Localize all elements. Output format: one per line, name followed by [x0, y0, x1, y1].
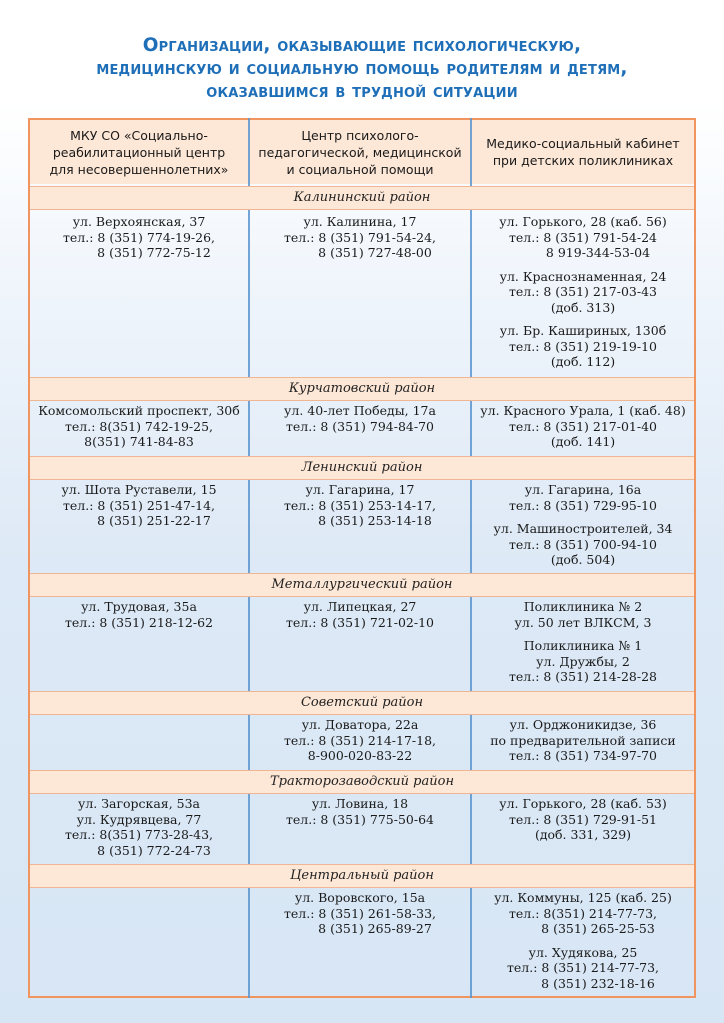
- district-bar: Центральный район: [30, 864, 694, 888]
- address-cell: [30, 403, 248, 450]
- header-rehab-center: [30, 120, 248, 184]
- text-line: 8 (351) 265-89-27: [318, 921, 432, 936]
- text-line: (доб. 504): [550, 552, 616, 567]
- text-line: ул. Красного Урала, 1 (каб. 48): [480, 403, 686, 418]
- header-line: и социальной помощи: [286, 161, 434, 177]
- address-cell: [250, 890, 470, 937]
- text-line: тел.: 8 (351) 721-02-10: [285, 614, 435, 630]
- district-bar: Металлургический район: [30, 573, 694, 597]
- text-line: (доб. 313): [550, 299, 616, 315]
- text-line: 8 (351) 772-24-73: [97, 842, 211, 858]
- text-line: ул. Калинина, 17: [303, 214, 417, 229]
- text-line: 8 919-344-53-04: [545, 245, 651, 260]
- text-line: ул. Загорская, 53а: [77, 796, 200, 811]
- header-line: МКУ СО «Социально-: [70, 127, 208, 143]
- address-cell: [30, 214, 248, 261]
- address-cell: [250, 717, 470, 764]
- text-line: тел.: 8 (351) 217-01-40: [508, 418, 658, 434]
- text-line: Поликлиника № 1: [523, 638, 643, 653]
- text-line: тел.: 8 (351) 774-19-26,: [62, 229, 215, 245]
- text-line: тел.: 8 (351) 791-54-24,: [283, 229, 436, 245]
- text-line: 8 (351) 772-75-12: [97, 245, 211, 260]
- entry-spacer: [472, 937, 694, 945]
- address-cell: [472, 482, 694, 568]
- text-line: ул. Верхоянская, 37: [72, 214, 206, 229]
- text-line: тел.: 8 (351) 214-28-28: [508, 669, 658, 684]
- address-cell: [30, 599, 248, 630]
- title-line: оказавшимся в трудной ситуации: [206, 81, 518, 102]
- address-cell: [472, 717, 694, 764]
- page-title: [0, 34, 724, 103]
- text-line: тел.: 8(351) 742-19-25,: [64, 418, 214, 434]
- text-line: тел.: 8 (351) 729-91-51: [508, 811, 658, 827]
- text-line: 8 (351) 253-14-18: [318, 513, 432, 528]
- district-bar: Ленинский район: [30, 456, 694, 480]
- text-line: тел.: 8 (351) 218-12-62: [64, 614, 214, 630]
- text-line: тел.: 8 (351) 261-58-33,: [283, 905, 436, 921]
- entry-spacer: [472, 261, 694, 269]
- text-line: ул. Худякова, 25: [528, 944, 638, 960]
- text-line: тел.: 8 (351) 734-97-70: [508, 748, 658, 763]
- entry-spacer: [472, 630, 694, 638]
- text-line: тел.: 8 (351) 219-19-10: [508, 338, 658, 354]
- entry-spacer: [472, 513, 694, 521]
- entry-spacer: [472, 315, 694, 323]
- text-line: по предварительной записи: [490, 732, 676, 748]
- header-line: Центр психолого-: [301, 127, 419, 143]
- text-line: тел.: 8 (351) 214-77-73,: [506, 960, 659, 975]
- address-cell: [250, 796, 470, 827]
- address-cell: [250, 403, 470, 434]
- text-line: ул. Машиностроителей, 34: [493, 521, 673, 536]
- district-bar: Курчатовский район: [30, 377, 694, 401]
- text-line: ул. Доватора, 22а: [301, 717, 419, 732]
- header-line: для несовершеннолетних»: [49, 161, 229, 177]
- text-line: тел.: 8 (351) 775-50-64: [285, 811, 435, 827]
- text-line: тел.: 8 (351) 217-03-43: [508, 284, 658, 299]
- text-line: 8-900-020-83-22: [307, 748, 413, 763]
- text-line: ул. Дружбы, 2: [536, 653, 630, 669]
- district-bar: Тракторозаводский район: [30, 770, 694, 794]
- text-line: 8 (351) 727-48-00: [318, 245, 432, 260]
- text-line: тел.: 8(351) 773-28-43,: [64, 827, 214, 842]
- district-bar: Советский район: [30, 691, 694, 715]
- header-psych-center: [250, 120, 470, 184]
- title-line: Организации, оказывающие психологическую,: [142, 35, 582, 56]
- header-line: Медико-социальный кабинет: [486, 136, 680, 151]
- address-cell: [30, 796, 248, 858]
- text-line: 8 (351) 265-25-53: [541, 921, 655, 936]
- address-cell: [472, 796, 694, 843]
- text-line: (доб. 141): [550, 434, 616, 449]
- text-line: 8(351) 741-84-83: [84, 434, 194, 449]
- header-medical-office: [472, 120, 694, 184]
- address-cell: [472, 403, 694, 450]
- text-line: 8 (351) 251-22-17: [97, 513, 211, 528]
- text-line: тел.: 8 (351) 729-95-10: [508, 497, 658, 513]
- header-line: педагогической, медицинской: [258, 144, 462, 160]
- address-cell: [250, 599, 470, 630]
- address-cell: [472, 599, 694, 685]
- text-line: тел.: 8 (351) 700-94-10: [508, 536, 658, 552]
- address-cell: [472, 890, 694, 991]
- text-line: ул. Ловина, 18: [311, 796, 409, 811]
- text-line: тел.: 8 (351) 791-54-24: [508, 229, 658, 245]
- text-line: ул. Трудовая, 35а: [81, 599, 197, 614]
- title-line: медицинскую и социальную помощь родителям и детям,: [96, 58, 628, 79]
- header-line: при детских поликлиниках: [492, 153, 674, 168]
- text-line: ул. Гагарина, 16а: [524, 482, 642, 497]
- text-line: ул. Воровского, 15а: [294, 890, 426, 905]
- text-line: ул. Кудрявцева, 77: [76, 811, 202, 827]
- address-cell: [250, 482, 470, 529]
- text-line: ул. Коммуны, 125 (каб. 25): [494, 890, 672, 905]
- text-line: Комсомольский проспект, 30б: [38, 403, 240, 418]
- text-line: (доб. 112): [550, 354, 616, 369]
- text-line: ул. Орджоникидзе, 36: [509, 717, 657, 732]
- text-line: тел.: 8 (351) 214-17-18,: [283, 732, 436, 748]
- text-line: ул. Горького, 28 (каб. 56): [499, 214, 667, 229]
- text-line: ул. Гагарина, 17: [305, 482, 415, 497]
- address-cell: [250, 214, 470, 261]
- text-line: ул. 40-лет Победы, 17а: [284, 403, 436, 418]
- text-line: ул. Горького, 28 (каб. 53): [499, 796, 667, 811]
- text-line: ул. 50 лет ВЛКСМ, 3: [514, 614, 652, 630]
- text-line: тел.: 8 (351) 251-47-14,: [62, 497, 215, 513]
- text-line: 8 (351) 232-18-16: [541, 975, 655, 991]
- address-cell: [30, 482, 248, 529]
- text-line: тел.: 8 (351) 253-14-17,: [283, 497, 436, 513]
- text-line: ул. Краснознаменная, 24: [499, 268, 667, 284]
- district-bar: Калининский район: [30, 186, 694, 210]
- text-line: ул. Липецкая, 27: [303, 599, 417, 614]
- text-line: Поликлиника № 2: [523, 599, 643, 614]
- header-line: реабилитационный центр: [52, 144, 226, 160]
- text-line: тел.: 8 (351) 794-84-70: [285, 418, 435, 434]
- text-line: (доб. 331, 329): [534, 827, 632, 842]
- text-line: ул. Шота Руставели, 15: [61, 482, 217, 497]
- address-cell: [472, 214, 694, 370]
- text-line: тел.: 8(351) 214-77-73,: [508, 905, 658, 921]
- text-line: ул. Бр. Кашириных, 130б: [499, 323, 667, 338]
